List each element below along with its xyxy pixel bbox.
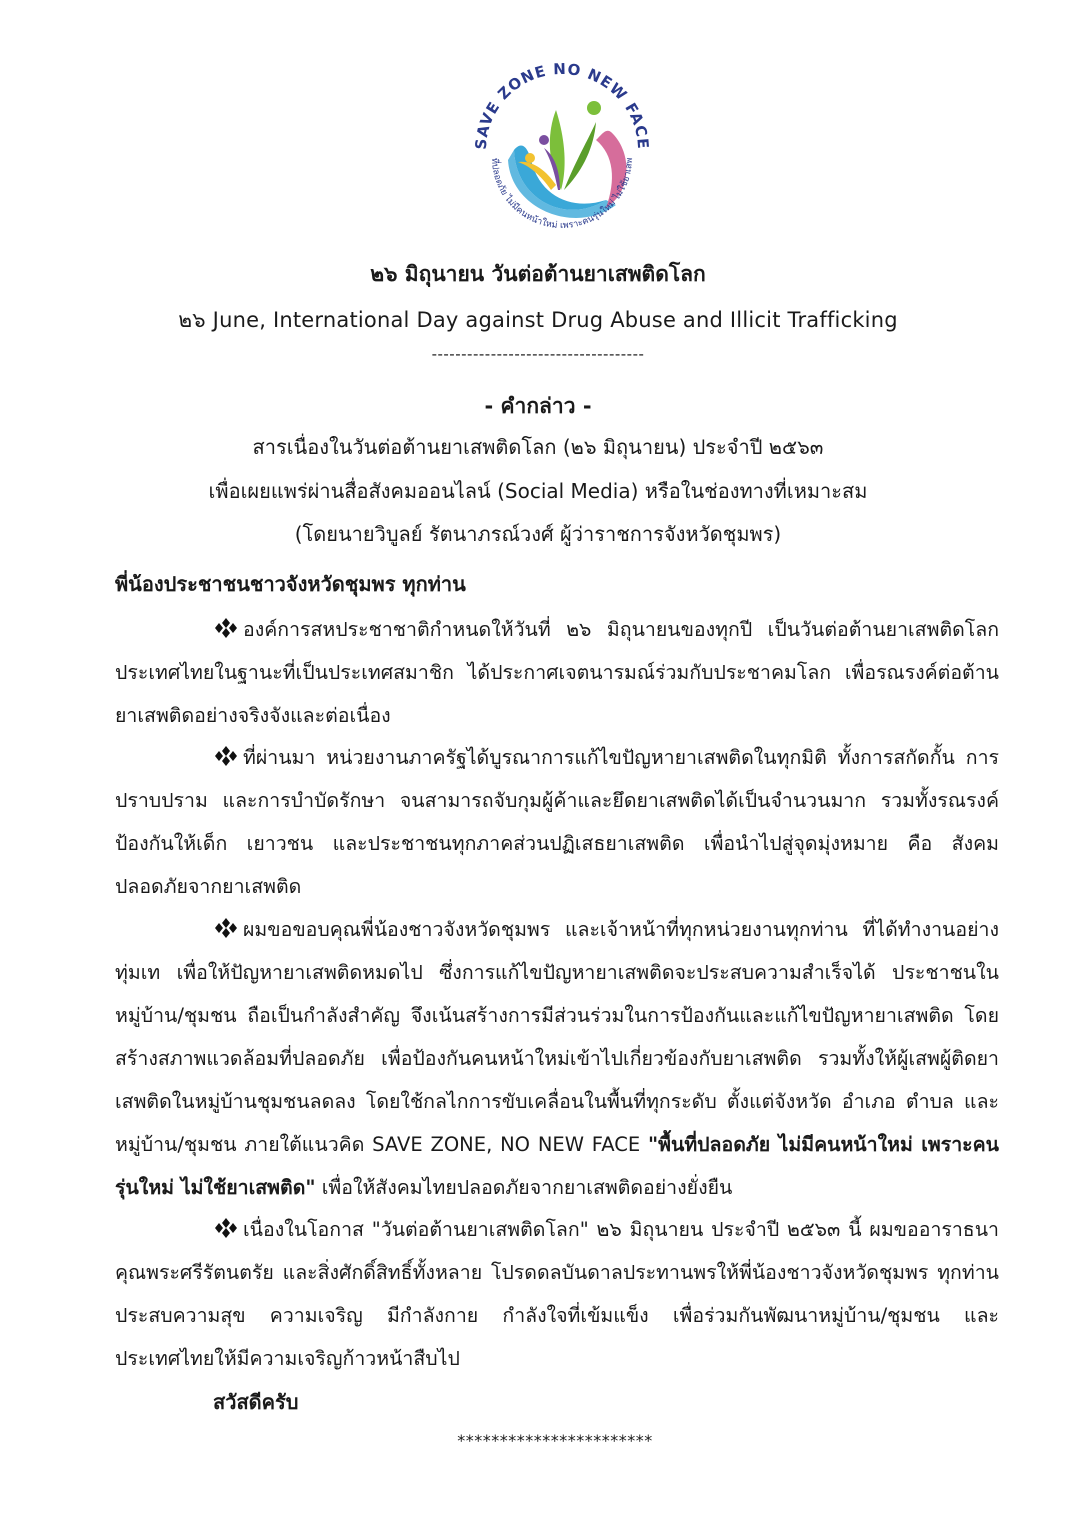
save-zone-logo-graphic bbox=[456, 40, 666, 250]
closing-greeting: สวัสดีครับ bbox=[213, 1390, 299, 1414]
paragraph-2-text: ที่ผ่านมา หน่วยงานภาครัฐได้บูรณาการแก้ไขปัญหายาเสพติดในทุกมิติ ทั้งการสกัดกั้น การปราบปราม และการบำบัดรักษา จนสามารถจับกุมผู้ค้าและยึดยาเสพติดได้เป็นจำนวนมาก รวมทั้งรณรงค์ป้องกันให้เด็ก เยาวชน และประชาชนทุกภาคส่วนปฏิเสธยาเสพติด เพื่อนำไปสู่จุดมุ่งหมาย คือ สังคมปลอดภัยจากยาเสพติด bbox=[115, 746, 999, 898]
divider-line: ------------------------------------ bbox=[431, 345, 645, 363]
paragraph-3-bold-slogan: "พื้นที่ปลอดภัย ไม่มีคนหน้าใหม่ เพราะคนรุ่นใหม่ ไม่ใช้ยาเสพติด" bbox=[115, 1133, 999, 1199]
paragraph-1 bbox=[115, 608, 999, 737]
greeting: พี่น้องประชาชนชาวจังหวัดชุมพร ทุกท่าน bbox=[115, 572, 466, 596]
subtitle-line-1: สารเนื่องในวันต่อต้านยาเสพติดโลก (๒๖ มิถุนายน) ประจำปี ๒๕๖๓ bbox=[252, 435, 824, 459]
subtitle-line-3: (โดยนายวิบูลย์ รัตนาภรณ์วงศ์ ผู้ว่าราชการจังหวัดชุมพร) bbox=[294, 522, 782, 546]
paragraph-3-text: ผมขอขอบคุณพี่น้องชาวจังหวัดชุมพร และเจ้าหน้าที่ทุกหน่วยงานทุกท่าน ที่ได้ทำงานอย่างทุ่มเท เพื่อให้ปัญหายาเสพติดหมดไป ซึ่งการแก้ไขปัญหายาเสพติดจะประสบความสำเร็จได้ ประชาชนในหมู่บ้าน/ชุมชน ถือเป็นกำลังสำคัญ จึงเน้นสร้างการมีส่วนร่วมในการป้องกันและแก้ไขปัญหายาเสพติด โดยสร้างสภาพแวดล้อมที่ปลอดภัย เพื่อป้องกันคนหน้าใหม่เข้าไปเกี่ยวข้องกับยาเสพติด รวมทั้งให้ผู้เสพผู้ติดยาเสพติดในหมู่บ้านชุมชนลดลง โดยใช้กลไกการขับเคลื่อนในพื้นที่ทุกระดับ ตั้งแต่จังหวัด อำเภอ ตำบล และหมู่บ้าน/ชุมชน ภายใต้แนวคิด SAVE ZONE, NO NEW FACE bbox=[115, 918, 999, 1156]
save-zone-logo bbox=[456, 40, 666, 250]
paragraph-3 bbox=[115, 908, 999, 1209]
paragraph-3-text-end: เพื่อให้สังคมไทยปลอดภัยจากยาเสพติดอย่างยั่งยืน bbox=[321, 1176, 733, 1199]
diamond-bullet-icon bbox=[213, 1217, 239, 1239]
title-english: ๒๖ June, International Day against Drug Abuse and Illicit Trafficking bbox=[178, 308, 898, 332]
diamond-bullet-icon bbox=[213, 917, 239, 939]
speech-heading: - คำกล่าว - bbox=[484, 394, 592, 418]
paragraph-1-text: องค์การสหประชาชาติกำหนดให้วันที่ ๒๖ มิถุนายนของทุกปี เป็นวันต่อต้านยาเสพติดโลก ประเทศไทยในฐานะที่เป็นประเทศสมาชิก ได้ประกาศเจตนารมณ์ร่วมกับประชาคมโลก เพื่อรณรงค์ต่อต้านยาเสพติดอย่างจริงจังและต่อเนื่อง bbox=[115, 618, 999, 727]
paragraph-2 bbox=[115, 736, 999, 908]
title-thai: ๒๖ มิถุนายน วันต่อต้านยาเสพติดโลก bbox=[370, 262, 706, 286]
subtitle-line-2: เพื่อเผยแพร่ผ่านสื่อสังคมออนไลน์ (Social Media) หรือในช่องทางที่เหมาะสม bbox=[208, 479, 868, 503]
logo-arc-text-th: ที่ปลอดภัย ไม่มีคนหน้าใหม่ เพราะคนรุ่นใหม่ ไม่ใช้ยาเสพ bbox=[488, 157, 636, 232]
paragraph-4 bbox=[115, 1208, 999, 1380]
diamond-bullet-icon bbox=[213, 745, 239, 767]
logo-arc-text-en: SAVE ZONE NO NEW FACE bbox=[471, 59, 653, 151]
paragraph-4-text: เนื่องในโอกาส "วันต่อต้านยาเสพติดโลก" ๒๖ มิถุนายน ประจำปี ๒๕๖๓ นี้ ผมขออาราธนาคุณพระศรีรัตนตรัย และสิ่งศักดิ์สิทธิ์ทั้งหลาย โปรดดลบันดาลประทานพรให้พี่น้องชาวจังหวัดชุมพร ทุกท่าน ประสบความสุข ความเจริญ มีกำลังกาย กำลังใจที่เข้มแข็ง เพื่อร่วมกันพัฒนาหมู่บ้าน/ชุมชน และประเทศไทยให้มีความเจริญก้าวหน้าสืบไป bbox=[115, 1218, 999, 1370]
diamond-bullet-icon bbox=[213, 617, 239, 639]
end-marks: *********************** bbox=[457, 1431, 653, 1450]
